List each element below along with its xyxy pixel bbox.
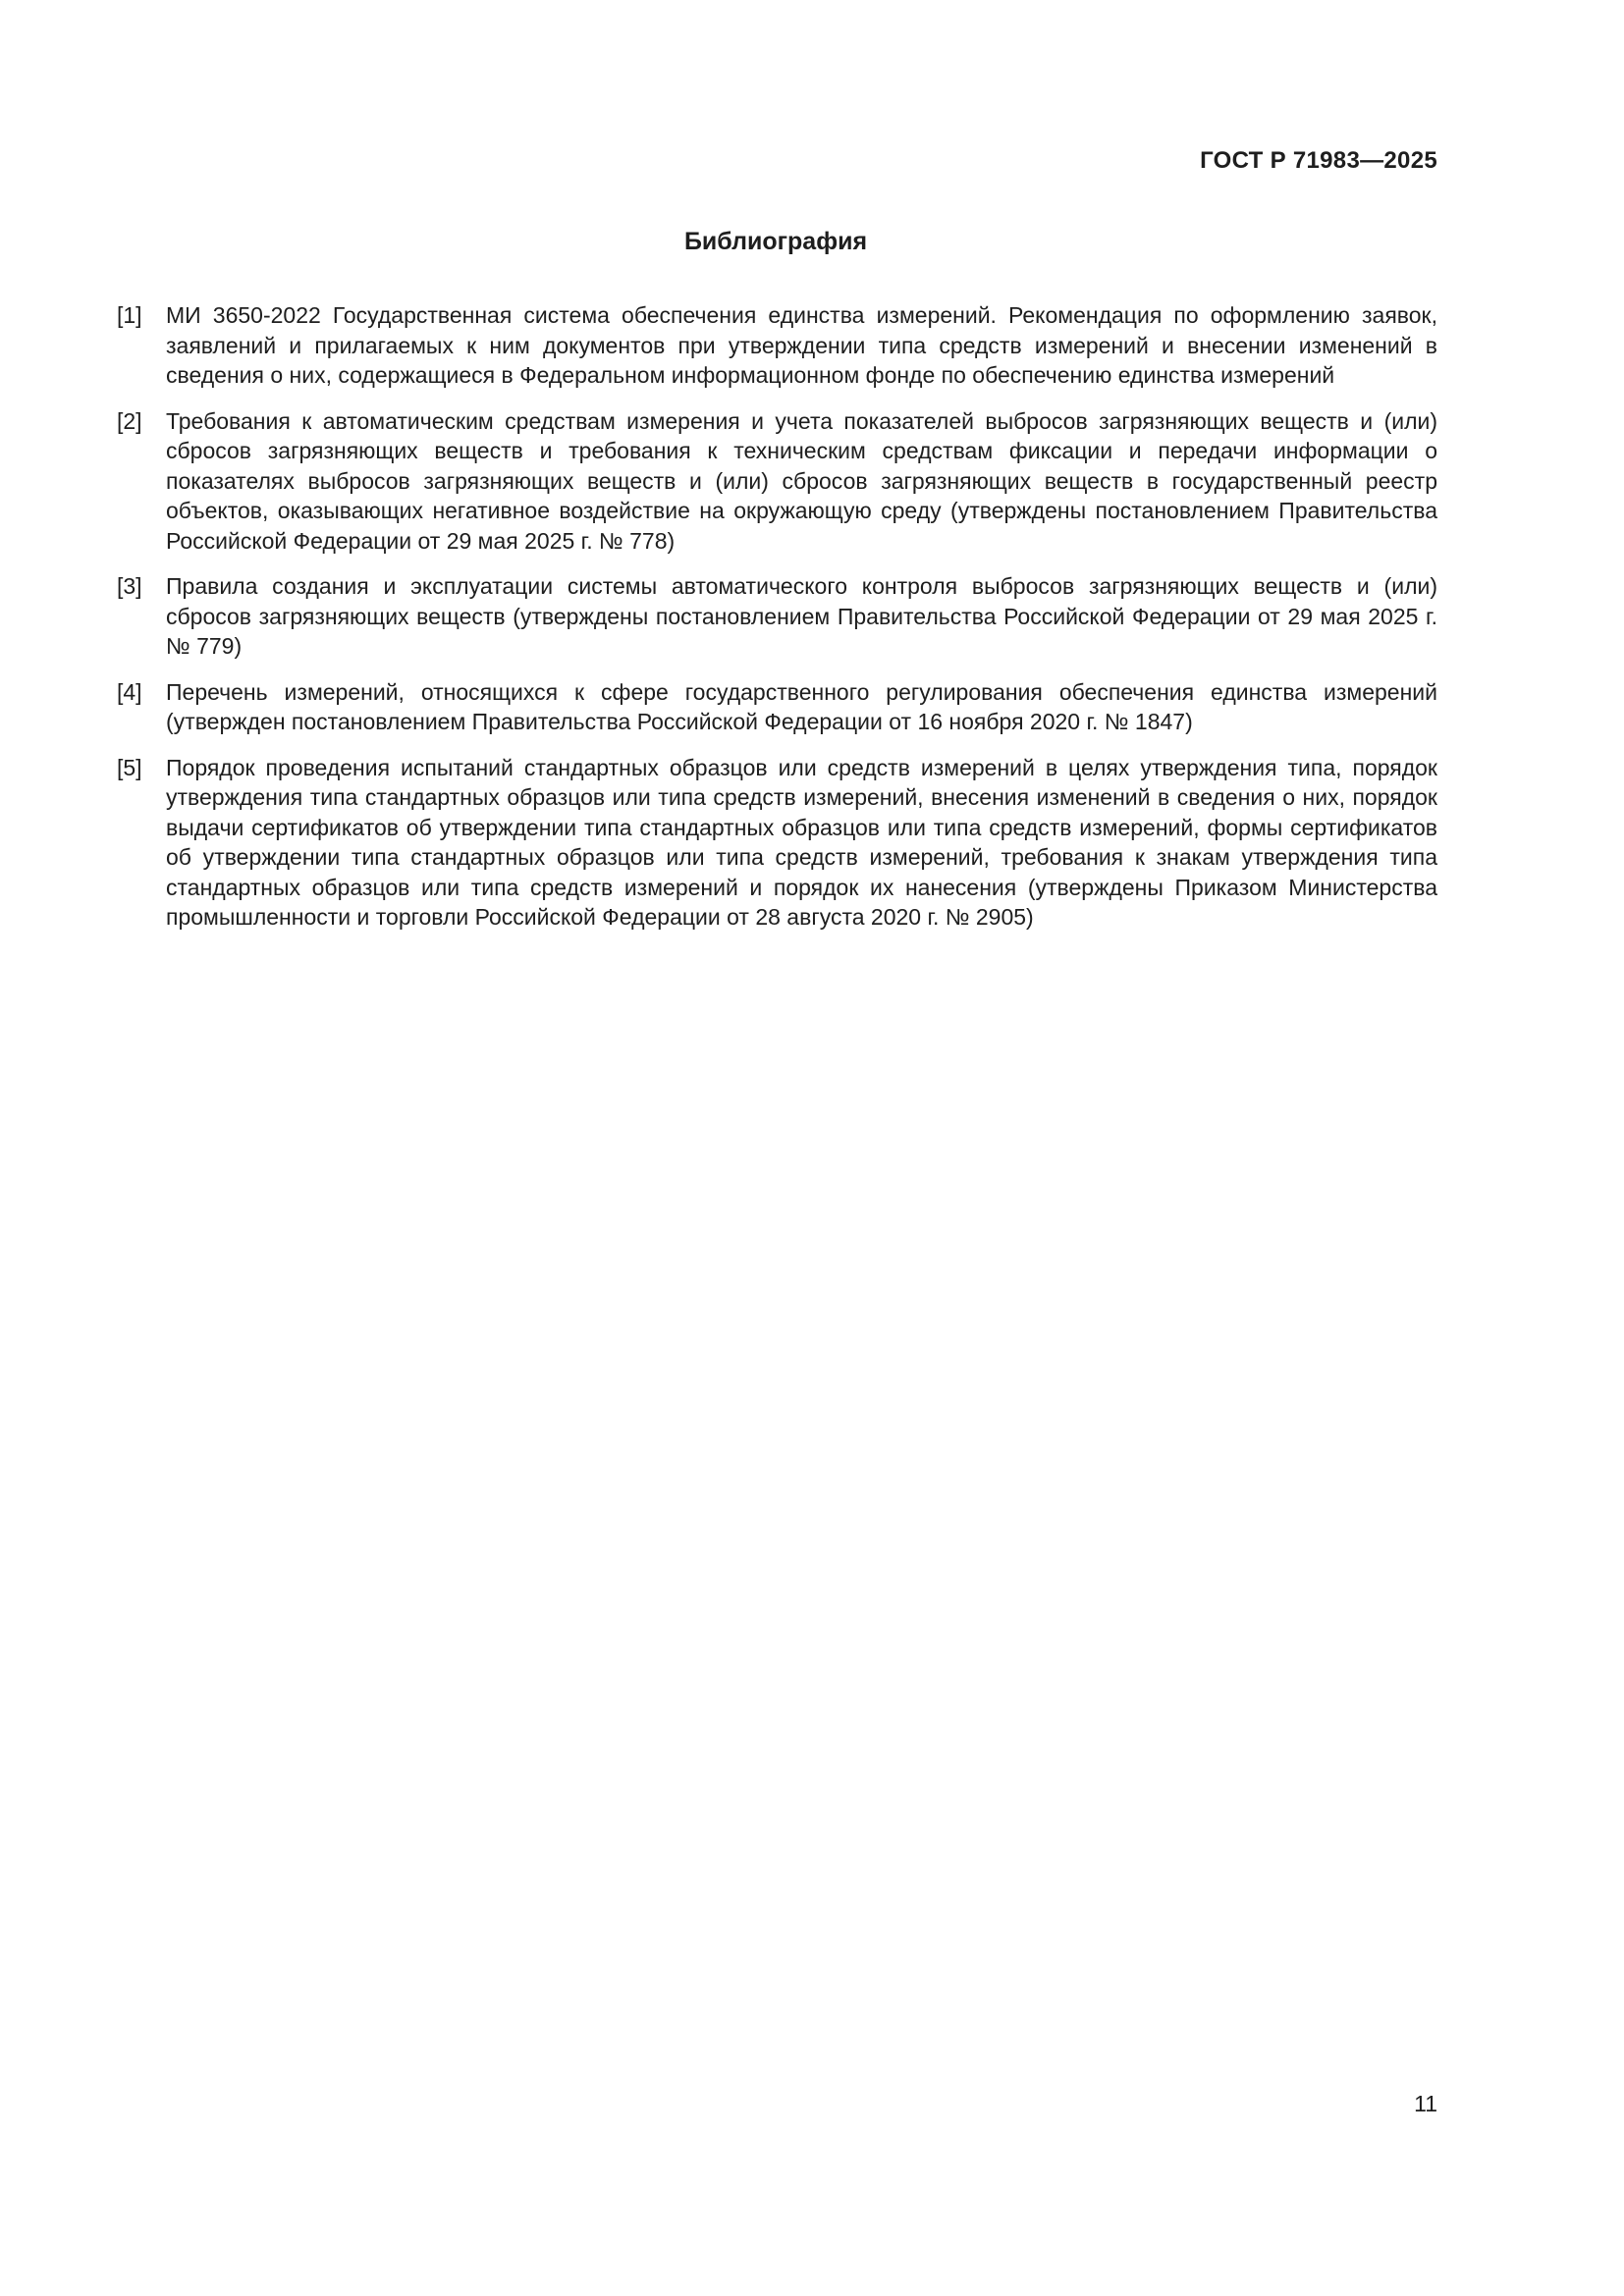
bibliography-item — [117, 677, 1437, 737]
bibliography-item — [117, 571, 1437, 662]
reference-text: Правила создания и эксплуатации системы автоматического контроля выбросов загрязняющих веществ и (или) сбросов загрязняющих веществ (утверждены постановлением Правительства Российской Федерации от 29 мая 2025 г. № 779) — [166, 573, 1437, 659]
reference-number: [4] — [117, 678, 142, 705]
bibliography-item — [117, 300, 1437, 391]
bibliography-item — [117, 753, 1437, 933]
reference-text: МИ 3650-2022 Государственная система обеспечения единства измерений. Рекомендация по оформлению заявок, заявлений и прилагаемых к ним документов при утверждении типа средств измерений и внесении изменений в сведения о них, содержащиеся в Федеральном информационном фонде по обеспечению единства измерений — [166, 302, 1437, 388]
bibliography-item — [117, 406, 1437, 557]
reference-text: Перечень измерений, относящихся к сфере государственного регулирования обеспечения единства измерений (утвержден постановлением Правительства Российской Федерации от 16 ноября 2020 г. № 1847) — [166, 678, 1437, 734]
bibliography-title: Библиография — [683, 228, 868, 255]
reference-number: [1] — [117, 302, 142, 328]
reference-text: Порядок проведения испытаний стандартных образцов или средств измерений в целях утверждения типа, порядок утверждения типа стандартных образцов или типа средств измерений, внесения изменений в сведения о них, порядок выдачи сертификатов об утверждении типа стандартных образцов или типа средств измерений, формы сертификатов об утверждении типа стандартных образцов или типа средств измерений, требования к знакам утверждения типа стандартных образцов или типа средств измерений и порядок их нанесения (утверждены Приказом Министерства промышленности и торговли Российской Федерации от 28 августа 2020 г. № 2905) — [166, 754, 1437, 930]
bibliography-list — [117, 300, 1437, 948]
reference-text: Требования к автоматическим средствам измерения и учета показателей выбросов загрязняющих веществ и (или) сбросов загрязняющих веществ и требования к техническим средствам фиксации и передачи информации о показателях выбросов загрязняющих веществ и (или) сбросов загрязняющих веществ в государственный реестр объектов, оказывающих негативное воздействие на окружающую среду (утверждены постановлением Правительства Российской Федерации от 29 мая 2025 г. № 778) — [166, 407, 1437, 554]
reference-number: [5] — [117, 754, 142, 780]
reference-number: [3] — [117, 573, 142, 599]
page-number: 11 — [1414, 2091, 1437, 2116]
reference-number: [2] — [117, 407, 142, 434]
document-code: ГОСТ Р 71983—2025 — [1200, 147, 1437, 174]
